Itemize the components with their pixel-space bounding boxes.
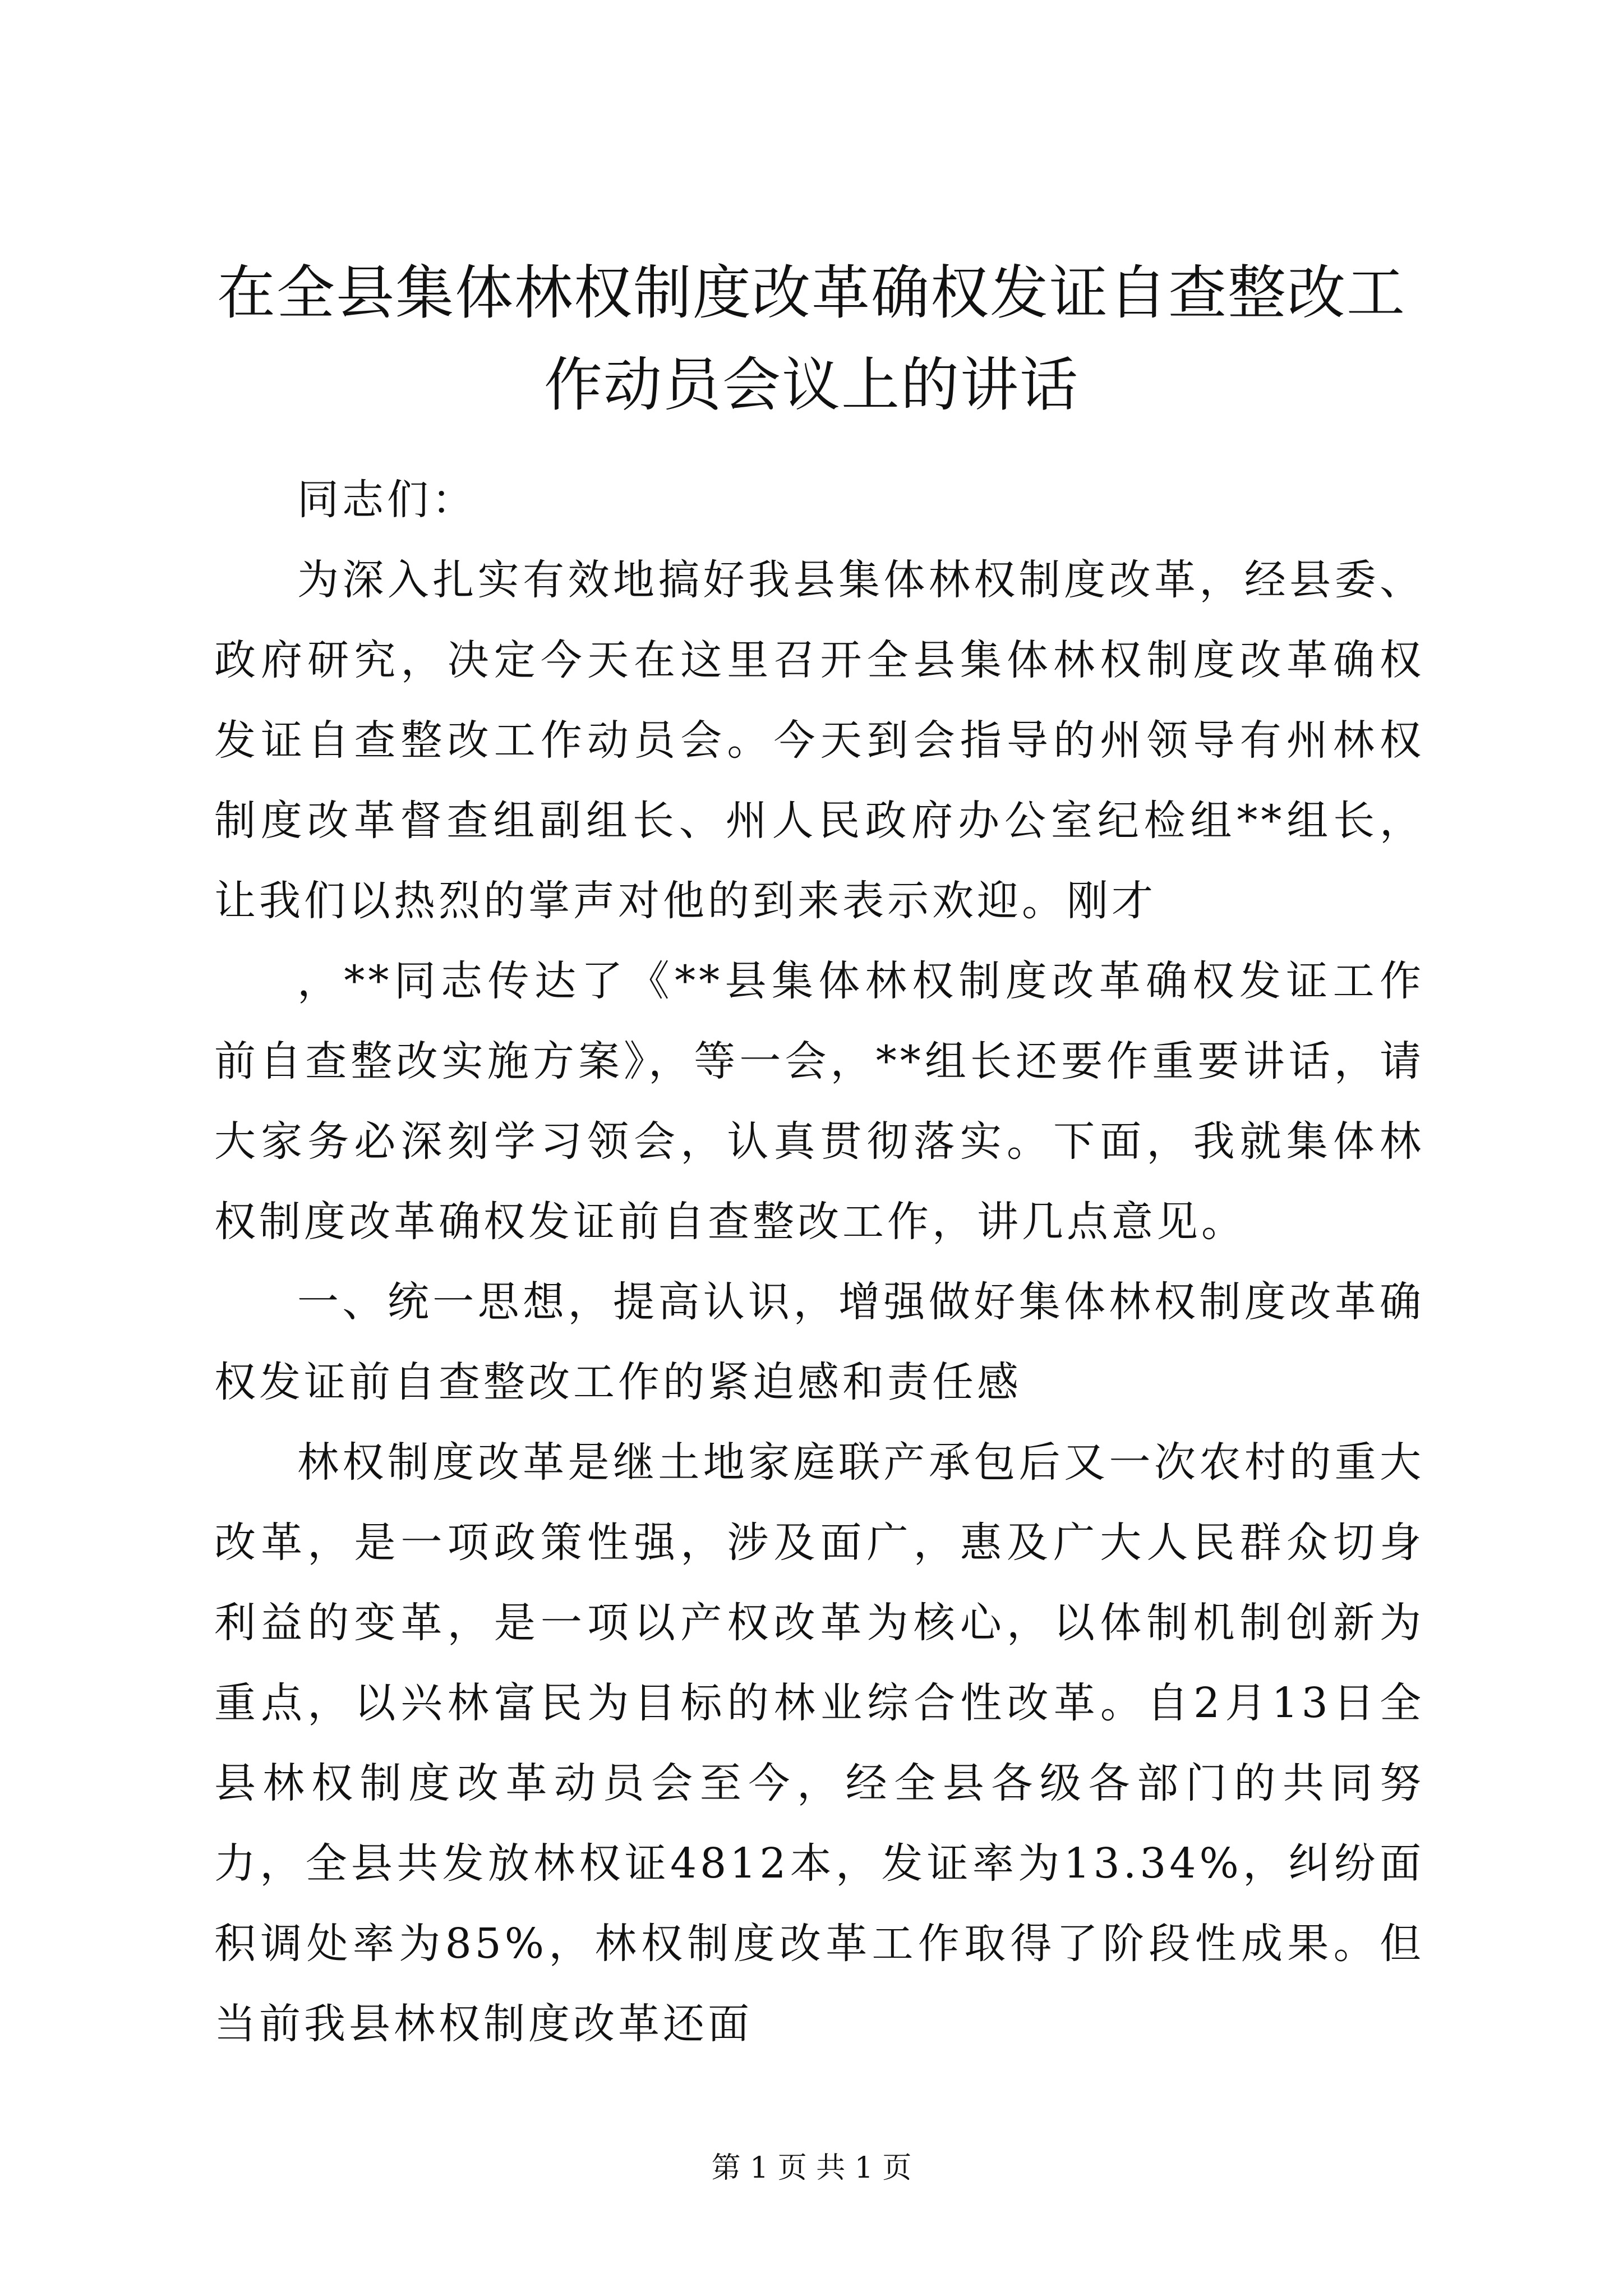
salutation-paragraph: 同志们： (297, 476, 477, 524)
body-paragraph: ，**同志传达了《**县集体林权制度改革确权发证工作前自查整改实施方案》，等一会，**组长还要作重要讲话，请大家务必深刻学习领会，认真贯彻落实。下面，我就集体林权制度改革确权发证前自查整改工作，讲几点意见。 (214, 957, 1424, 1246)
body-paragraph: 林权制度改革是继土地家庭联产承包后又一次农村的重大改革，是一项政策性强，涉及面广，惠及广大人民群众切身利益的变革，是一项以产权改革为核心，以体制机制创新为重点，以兴林富民为目标的林业综合性改革。自2月13日全县林权制度改革动员会至今，经全县各级各部门的共同努力，全县共发放林权证4812本，发证率为13.34%，纠纷面积调处率为85%，林权制度改革工作取得了阶段性成果。但当前我县林权制度改革还面 (214, 1438, 1424, 2048)
document-title: 在全县集体林权制度改革确权发证自查整改工作动员会议上的讲话 (216, 259, 1406, 419)
section-heading: 一、统一思想，提高认识，增强做好集体林权制度改革确权发证前自查整改工作的紧迫感和责任感 (214, 1278, 1424, 1406)
body-paragraph: 为深入扎实有效地搞好我县集体林权制度改革，经县委、政府研究，决定今天在这里召开全县集体林权制度改革确权发证自查整改工作动员会。今天到会指导的州领导有州林权制度改革督查组副组长、州人民政府办公室纪检组**组长，让我们以热烈的掌声对他的到来表示欢迎。刚才 (214, 556, 1424, 925)
page-footer: 第 1 页 共 1 页 (711, 2151, 912, 2185)
document-body (214, 460, 1424, 2064)
